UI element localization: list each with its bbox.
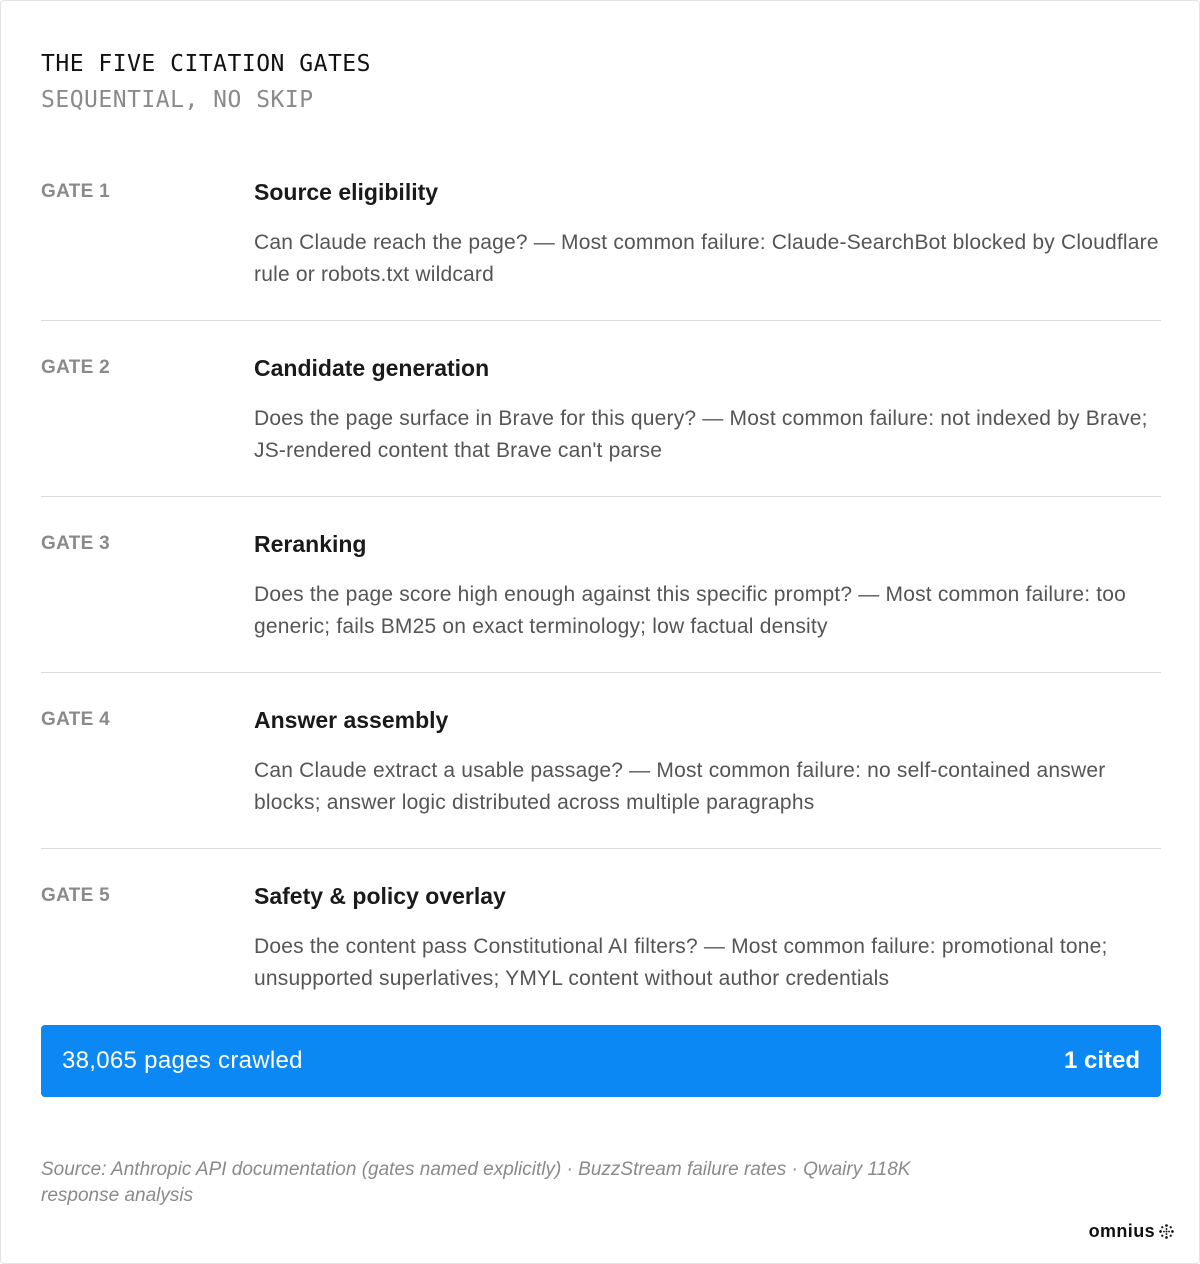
gate-row [41, 673, 1161, 849]
header [41, 49, 371, 115]
brand-logo [1089, 1221, 1175, 1242]
gate-description: Can Claude extract a usable passage? — Most common failure: no self-contained answer blocks; answer logic distributed across multiple paragraphs [254, 759, 1106, 814]
gate-description: Does the page surface in Brave for this query? — Most common failure: not indexed by Brave; JS-rendered content that Brave can't parse [254, 407, 1148, 462]
page-title: THE FIVE CITATION GATES [41, 51, 371, 77]
gate-label: GATE 4 [41, 709, 111, 730]
gate-description: Can Claude reach the page? — Most common failure: Claude-SearchBot blocked by Cloudflare rule or robots.txt wildcard [254, 231, 1159, 286]
page-subtitle: SEQUENTIAL, NO SKIP [41, 87, 314, 113]
gate-name: Answer assembly [254, 707, 449, 733]
gate-name: Source eligibility [254, 179, 439, 205]
gate-row [41, 321, 1161, 497]
gate-label: GATE 1 [41, 181, 111, 202]
gate-description: Does the content pass Constitutional AI filters? — Most common failure: promotional tone; unsupported superlatives; YMYL content without author credentials [254, 935, 1108, 990]
gate-row [41, 145, 1161, 321]
pages-cited-count: 1 cited [1063, 1047, 1140, 1074]
gate-name: Candidate generation [254, 355, 490, 381]
funnel-summary-bar [41, 1025, 1161, 1097]
gate-name: Reranking [254, 531, 367, 557]
source-note: Source: Anthropic API documentation (gates named explicitly) · BuzzStream failure rates · Qwairy 118K response analysis [41, 1159, 911, 1206]
pages-crawled-count: 38,065 pages crawled [62, 1047, 303, 1074]
gate-description: Does the page score high enough against this specific prompt? — Most common failure: too generic; fails BM25 on exact terminology; low factual density [254, 583, 1127, 638]
gate-label: GATE 5 [41, 885, 111, 906]
gate-list [41, 145, 1161, 1025]
gate-name: Safety & policy overlay [254, 883, 506, 909]
logo-wordmark: omnius [1088, 1221, 1155, 1241]
sparkle-dots-icon [1158, 1223, 1175, 1240]
gate-label: GATE 3 [41, 533, 111, 554]
gate-row [41, 849, 1161, 1025]
gate-label: GATE 2 [41, 357, 111, 378]
gate-row [41, 497, 1161, 673]
